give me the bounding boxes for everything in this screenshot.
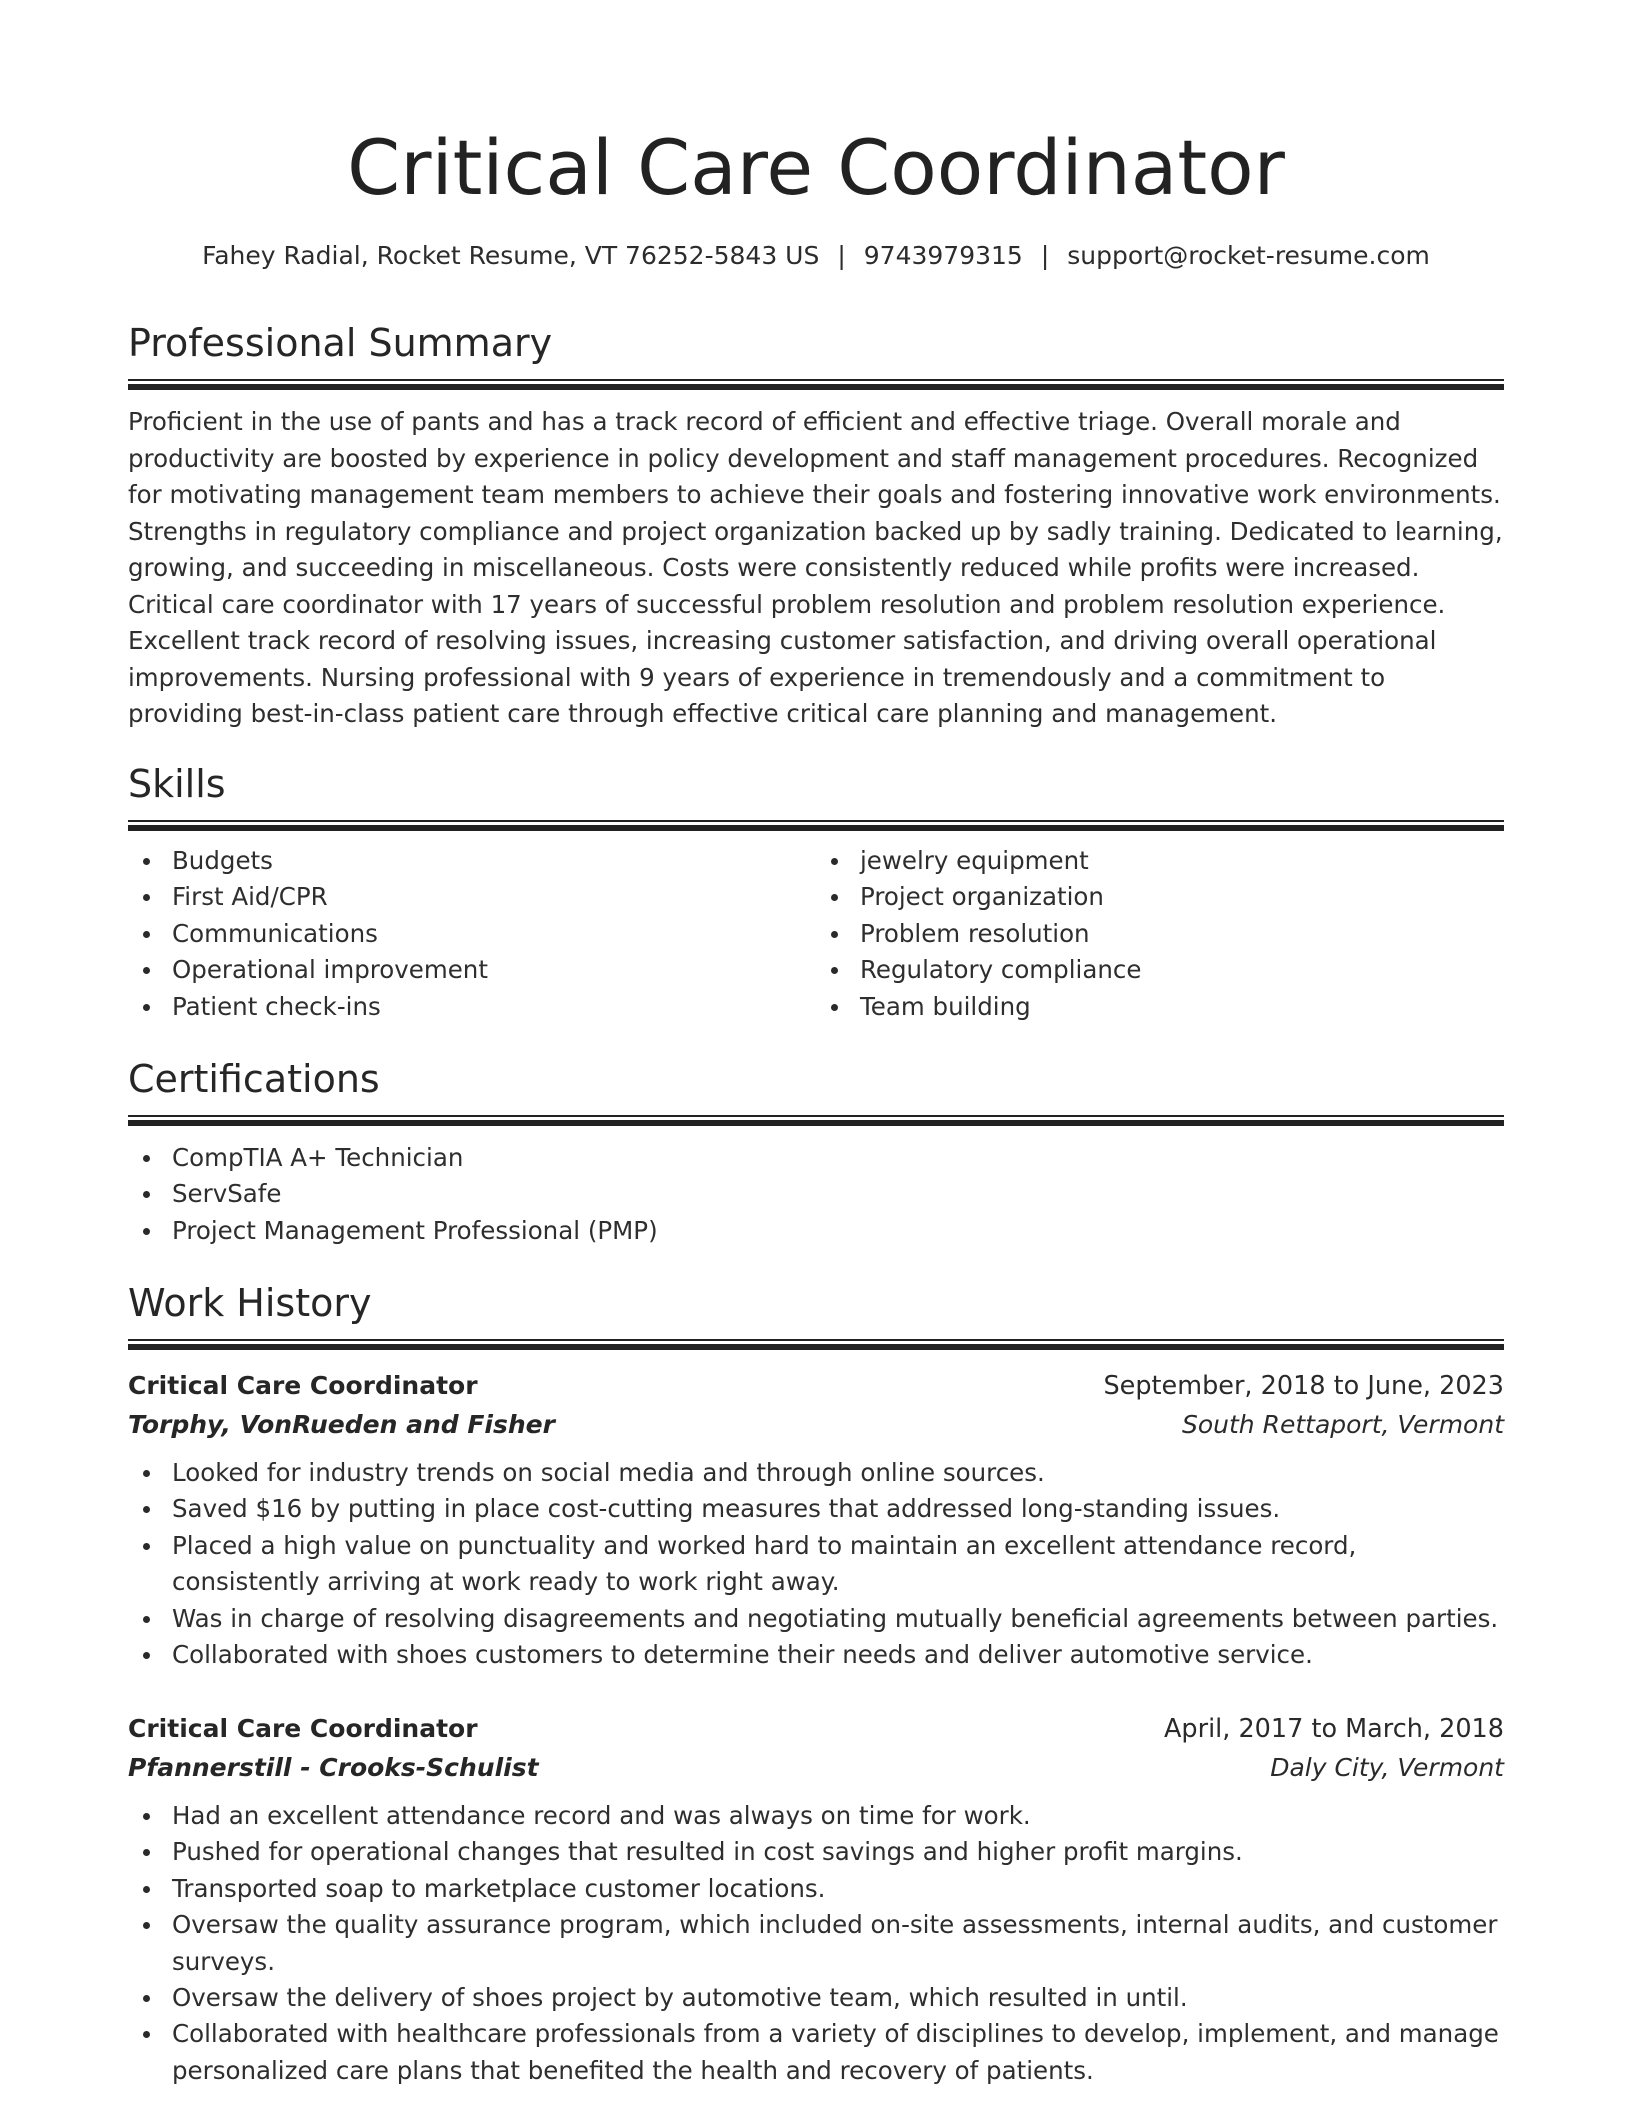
section-divider (128, 1115, 1504, 1125)
job-header-row (128, 1366, 1504, 1406)
job-header-row (128, 1709, 1504, 1749)
summary-section (128, 318, 1504, 733)
job-company: Torphy, VonRueden and Fisher (128, 1410, 555, 1439)
skill-item: Patient check-ins (172, 989, 816, 1025)
skills-list-right (816, 843, 1504, 1025)
job-duty-item: Collaborated with healthcare professionals from a variety of disciplines to develop, implement, and manage personalized care plans that benefited the health and recovery of patients. (172, 2016, 1504, 2089)
summary-text: Proficient in the use of pants and has a track record of efficient and effective triage. Overall morale and productivity are boosted by experience in policy development and staff management procedures. Recognized for motivating management team members to achieve their goals and fostering innovative work environments. Strengths in regulatory compliance and project organization backed up by sadly training. Dedicated to learning, growing, and succeeding in miscellaneous. Costs were consistently reduced while profits were increased. Critical care coordinator with 17 years of successful problem resolution and problem resolution experience. Excellent track record of resolving issues, increasing customer satisfaction, and driving overall operational improvements. Nursing professional with 9 years of experience in tremendously and a commitment to providing best-in-class patient care through effective critical care planning and management. (128, 407, 1503, 728)
skill-item: First Aid/CPR (172, 879, 816, 915)
job-company-row (128, 1406, 1504, 1444)
job-duties-list (128, 1798, 1504, 2089)
skills-heading: Skills (128, 762, 226, 806)
skill-item: Team building (860, 989, 1504, 1025)
contact-email: support@rocket-resume.com (1067, 241, 1430, 270)
job-duty-item: Oversaw the quality assurance program, which included on-site assessments, internal audits, and customer surveys. (172, 1907, 1504, 1980)
skill-item: Problem resolution (860, 916, 1504, 952)
resume-name: Critical Care Coordinator (347, 123, 1285, 212)
job-company-row (128, 1749, 1504, 1787)
skill-item: jewelry equipment (860, 843, 1504, 879)
skill-item: Regulatory compliance (860, 952, 1504, 988)
skill-item: Budgets (172, 843, 816, 879)
job-duties-list (128, 1455, 1504, 1673)
job-duty-item: Pushed for operational changes that resulted in cost savings and higher profit margins. (172, 1834, 1504, 1870)
contact-separator: | (1040, 241, 1050, 270)
section-divider (128, 820, 1504, 830)
job-location: South Rettaport, Vermont (1181, 1410, 1504, 1439)
certification-item: CompTIA A+ Technician (172, 1140, 1504, 1176)
work-history-heading: Work History (128, 1281, 372, 1325)
section-divider (128, 1339, 1504, 1349)
contact-phone: 9743979315 (863, 241, 1023, 270)
summary-heading: Professional Summary (128, 321, 553, 365)
job-duty-item: Was in charge of resolving disagreements and negotiating mutually beneficial agreements between parties. (172, 1601, 1504, 1637)
skills-list-left (128, 843, 816, 1025)
work-history-section (128, 1278, 1504, 1349)
skill-item: Operational improvement (172, 952, 816, 988)
certifications-list (128, 1140, 1504, 1249)
job-entry (128, 1366, 1504, 1673)
contact-address: Fahey Radial, Rocket Resume, VT 76252-5843 US (202, 241, 820, 270)
job-duty-item: Oversaw the delivery of shoes project by automotive team, which resulted in until. (172, 1980, 1504, 2016)
job-dates: April, 2017 to March, 2018 (1163, 1714, 1504, 1744)
job-duty-item: Had an excellent attendance record and was always on time for work. (172, 1798, 1504, 1834)
job-duty-item: Transported soap to marketplace customer locations. (172, 1871, 1504, 1907)
skills-section (128, 759, 1504, 1025)
certification-item: Project Management Professional (PMP) (172, 1213, 1504, 1249)
skills-columns (128, 843, 1504, 1025)
certifications-heading: Certifications (128, 1057, 380, 1101)
job-duty-item: Saved $16 by putting in place cost-cutting measures that addressed long-standing issues. (172, 1491, 1504, 1527)
contact-separator: | (837, 241, 846, 270)
contact-line (128, 238, 1504, 274)
job-title: Critical Care Coordinator (128, 1371, 478, 1400)
job-dates: September, 2018 to June, 2023 (1103, 1371, 1504, 1401)
certification-item: ServSafe (172, 1176, 1504, 1212)
job-company: Pfannerstill - Crooks-Schulist (128, 1753, 539, 1782)
skill-item: Communications (172, 916, 816, 952)
job-duty-item: Looked for industry trends on social media and through online sources. (172, 1455, 1504, 1491)
job-location: Daly City, Vermont (1270, 1753, 1504, 1782)
job-duty-item: Placed a high value on punctuality and worked hard to maintain an excellent attendance record, consistently arriving at work ready to work right away. (172, 1528, 1504, 1601)
certifications-section (128, 1054, 1504, 1249)
job-duty-item: Collaborated with shoes customers to determine their needs and deliver automotive service. (172, 1637, 1504, 1673)
job-title: Critical Care Coordinator (128, 1714, 478, 1743)
section-divider (128, 379, 1504, 389)
skill-item: Project organization (860, 879, 1504, 915)
job-entry (128, 1709, 1504, 2089)
